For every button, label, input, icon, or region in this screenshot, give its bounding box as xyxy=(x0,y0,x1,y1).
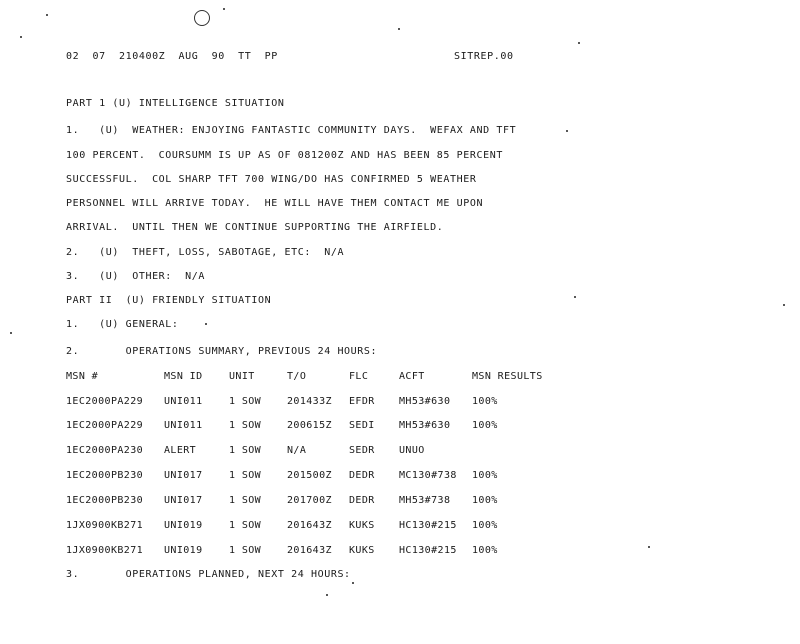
cell: MH53#630 xyxy=(399,396,451,407)
table-row xyxy=(66,495,498,507)
scan-speck xyxy=(326,594,328,596)
cell: UNI011 xyxy=(164,396,203,407)
cell: 100% xyxy=(472,520,498,531)
cell: 1EC2000PA230 xyxy=(66,445,144,456)
cell: 201700Z xyxy=(287,495,332,506)
col-header: ACFT xyxy=(399,371,425,382)
cell: 200615Z xyxy=(287,420,332,431)
cell: HC130#215 xyxy=(399,520,457,531)
cell: UNI019 xyxy=(164,520,203,531)
cell: 201433Z xyxy=(287,396,332,407)
table-row xyxy=(66,520,498,532)
table-row xyxy=(66,470,498,482)
general-heading: 1. (U) GENERAL: xyxy=(66,319,179,330)
col-header: MSN ID xyxy=(164,371,203,382)
cell: 201500Z xyxy=(287,470,332,481)
scan-speck xyxy=(578,42,580,44)
cell: SEDR xyxy=(349,445,375,456)
scan-circle-mark xyxy=(194,10,210,26)
cell: 1JX0900KB271 xyxy=(66,545,144,556)
cell: 1JX0900KB271 xyxy=(66,520,144,531)
scan-speck xyxy=(783,304,785,306)
ops-summary-heading: 2. OPERATIONS SUMMARY, PREVIOUS 24 HOURS: xyxy=(66,346,378,357)
cell: 1 SOW xyxy=(229,545,262,556)
cell: 1 SOW xyxy=(229,520,262,531)
para1-line: 1. (U) WEATHER: ENJOYING FANTASTIC COMMUNITY DAYS. WEFAX AND TFT xyxy=(66,125,517,136)
cell: HC130#215 xyxy=(399,545,457,556)
part1-title: PART 1 (U) INTELLIGENCE SITUATION xyxy=(66,98,285,109)
para1-line: ARRIVAL. UNTIL THEN WE CONTINUE SUPPORTING THE AIRFIELD. xyxy=(66,222,444,233)
para3: 3. (U) OTHER: N/A xyxy=(66,271,206,282)
cell: 1EC2000PA229 xyxy=(66,420,144,431)
cell: ALERT xyxy=(164,445,197,456)
cell: 1 SOW xyxy=(229,396,262,407)
scan-speck xyxy=(574,296,576,298)
cell: UNI017 xyxy=(164,470,203,481)
para1-line: 100 PERCENT. COURSUMM IS UP AS OF 081200Z AND HAS BEEN 85 PERCENT xyxy=(66,150,503,161)
scan-speck xyxy=(398,28,400,30)
cell: 1EC2000PB230 xyxy=(66,495,144,506)
header-dtg: 02 07 210400Z AUG 90 TT PP xyxy=(66,51,278,62)
cell: 100% xyxy=(472,470,498,481)
scan-speck xyxy=(648,546,650,548)
table-row xyxy=(66,420,498,432)
cell: EFDR xyxy=(349,396,375,407)
cell: 1 SOW xyxy=(229,420,262,431)
table-row xyxy=(66,396,498,408)
cell: UNUO xyxy=(399,445,425,456)
cell: SEDI xyxy=(349,420,375,431)
cell: DEDR xyxy=(349,495,375,506)
cell: 201643Z xyxy=(287,520,332,531)
scan-speck xyxy=(10,332,12,334)
scan-speck xyxy=(352,582,354,584)
scan-speck xyxy=(205,323,207,325)
para2: 2. (U) THEFT, LOSS, SABOTAGE, ETC: N/A xyxy=(66,247,345,258)
cell: N/A xyxy=(287,445,307,456)
cell: KUKS xyxy=(349,545,375,556)
cell: UNI017 xyxy=(164,495,203,506)
cell: MC130#738 xyxy=(399,470,457,481)
table-row xyxy=(66,445,425,457)
part2-title: PART II (U) FRIENDLY SITUATION xyxy=(66,295,272,306)
ops-planned-heading: 3. OPERATIONS PLANNED, NEXT 24 HOURS: xyxy=(66,569,351,580)
cell: 1 SOW xyxy=(229,470,262,481)
scan-speck xyxy=(223,8,225,10)
cell: KUKS xyxy=(349,520,375,531)
para1-line: PERSONNEL WILL ARRIVE TODAY. HE WILL HAVE THEM CONTACT ME UPON xyxy=(66,198,484,209)
col-header: MSN # xyxy=(66,371,99,382)
cell: 1EC2000PA229 xyxy=(66,396,144,407)
cell: MH53#738 xyxy=(399,495,451,506)
col-header: T/O xyxy=(287,371,307,382)
table-header-row xyxy=(66,371,543,383)
cell: 1EC2000PB230 xyxy=(66,470,144,481)
cell: 100% xyxy=(472,396,498,407)
cell: 1 SOW xyxy=(229,445,262,456)
cell: 100% xyxy=(472,495,498,506)
header-sitrep: SITREP.00 xyxy=(454,51,514,62)
cell: UNI011 xyxy=(164,420,203,431)
cell: UNI019 xyxy=(164,545,203,556)
col-header: MSN RESULTS xyxy=(472,371,543,382)
cell: MH53#630 xyxy=(399,420,451,431)
table-row xyxy=(66,545,498,557)
cell: 100% xyxy=(472,420,498,431)
cell: 100% xyxy=(472,545,498,556)
scan-speck xyxy=(46,14,48,16)
col-header: UNIT xyxy=(229,371,255,382)
cell: 1 SOW xyxy=(229,495,262,506)
para1-line: SUCCESSFUL. COL SHARP TFT 700 WING/DO HAS CONFIRMED 5 WEATHER xyxy=(66,174,477,185)
scan-speck xyxy=(20,36,22,38)
col-header: FLC xyxy=(349,371,369,382)
cell: DEDR xyxy=(349,470,375,481)
scan-speck xyxy=(566,130,568,132)
cell: 201643Z xyxy=(287,545,332,556)
